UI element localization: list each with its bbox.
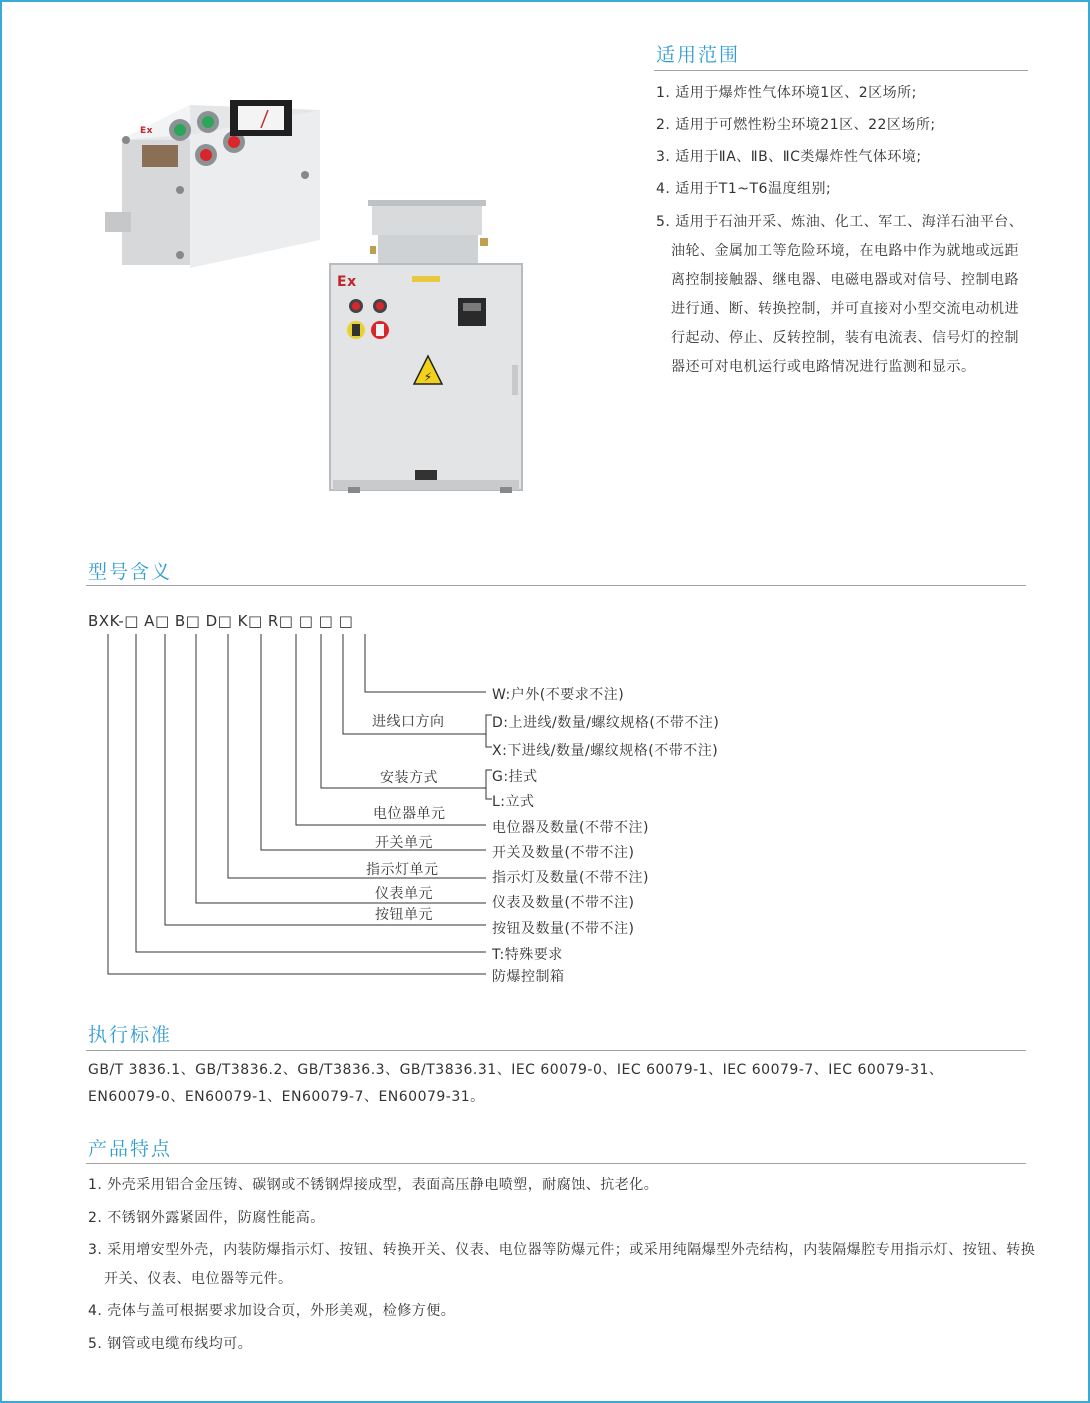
model-button-label: 按钮及数量(不带不注) <box>492 921 635 937</box>
model-mounting-label: 安装方式 <box>380 770 438 786</box>
features-heading: 产品特点 <box>88 1138 173 1160</box>
model-box-label: 防爆控制箱 <box>492 969 565 985</box>
model-potentiometer-unit-label: 电位器单元 <box>373 806 446 822</box>
features-item-3: 3. 采用增安型外壳，内装防爆指示灯、按钮、转换开关、仪表、电位器等防爆元件；或采用纯隔爆型外壳结构，内装隔爆腔专用指示灯、按钮、转换开关、仪表、电位器等元件。 <box>88 1242 1036 1287</box>
scope-item-1: 1. 适用于爆炸性气体环境1区、2区场所; <box>656 85 917 101</box>
model-switch-label: 开关及数量(不带不注) <box>492 845 635 861</box>
model-inlet-direction-label: 进线口方向 <box>372 714 445 730</box>
model-x-label: X:下进线/数量/螺纹规格(不带不注) <box>492 743 719 759</box>
scope-item-4: 4. 适用于T1~T6温度组别; <box>656 181 832 197</box>
model-special-label: T:特殊要求 <box>492 947 563 963</box>
svg-text:⚡: ⚡ <box>423 370 433 384</box>
features-divider <box>86 1163 1026 1164</box>
large-box-ex-mark: Ex <box>337 274 357 290</box>
scope-item-5: 5. 适用于石油开采、炼油、化工、军工、海洋石油平台、油轮、金属加工等危险环境，在电路中作为就地或远距离控制接触器、继电器、电磁电器或对信号、控制电路进行通、断、转换控制，并可直接对小型交流电动机进行起动、停止、反转控制，装有电流表、信号灯的控制器还可对电机运行或电路情况进行监测和显示。 <box>656 214 1024 375</box>
features-item-5: 5. 钢管或电缆布线均可。 <box>88 1336 253 1352</box>
model-meter-unit-label: 仪表单元 <box>375 886 433 902</box>
model-heading: 型号含义 <box>88 561 173 583</box>
standards-line-1: GB/T 3836.1、GB/T3836.2、GB/T3836.3、GB/T3836.31、IEC 60079-0、IEC 60079-1、IEC 60079-7、IEC 60079-31、 <box>88 1062 944 1078</box>
standards-heading: 执行标准 <box>88 1024 173 1046</box>
small-box-ex-mark: Ex <box>140 126 153 136</box>
features-item-2: 2. 不锈钢外露紧固件，防腐性能高。 <box>88 1210 325 1226</box>
features-item-1: 1. 外壳采用铝合金压铸、碳钢或不锈钢焊接成型，表面高压静电喷塑，耐腐蚀、抗老化。 <box>88 1177 659 1193</box>
scope-item-2: 2. 适用于可燃性粉尘环境21区、22区场所; <box>656 117 936 133</box>
standards-line-2: EN60079-0、EN60079-1、EN60079-7、EN60079-31。 <box>88 1089 485 1105</box>
model-meter-label: 仪表及数量(不带不注) <box>492 895 635 911</box>
model-potentiometer-label: 电位器及数量(不带不注) <box>492 820 649 836</box>
model-button-unit-label: 按钮单元 <box>375 907 433 923</box>
model-w-label: W:户外(不要求不注) <box>492 687 625 703</box>
model-indicator-unit-label: 指示灯单元 <box>366 862 439 878</box>
features-item-4: 4. 壳体与盖可根据要求加设合页，外形美观，检修方便。 <box>88 1303 456 1319</box>
model-code: BXK-□ A□ B□ D□ K□ R□ □ □ □ <box>88 612 354 630</box>
standards-divider <box>86 1050 1026 1051</box>
model-g-label: G:挂式 <box>492 769 538 785</box>
model-l-label: L:立式 <box>492 794 535 810</box>
model-indicator-label: 指示灯及数量(不带不注) <box>492 870 649 886</box>
scope-heading: 适用范围 <box>656 44 741 66</box>
model-switch-unit-label: 开关单元 <box>375 835 433 851</box>
scope-item-3: 3. 适用于ⅡA、ⅡB、ⅡC类爆炸性气体环境; <box>656 149 922 165</box>
model-d-label: D:上进线/数量/螺纹规格(不带不注) <box>492 715 720 731</box>
